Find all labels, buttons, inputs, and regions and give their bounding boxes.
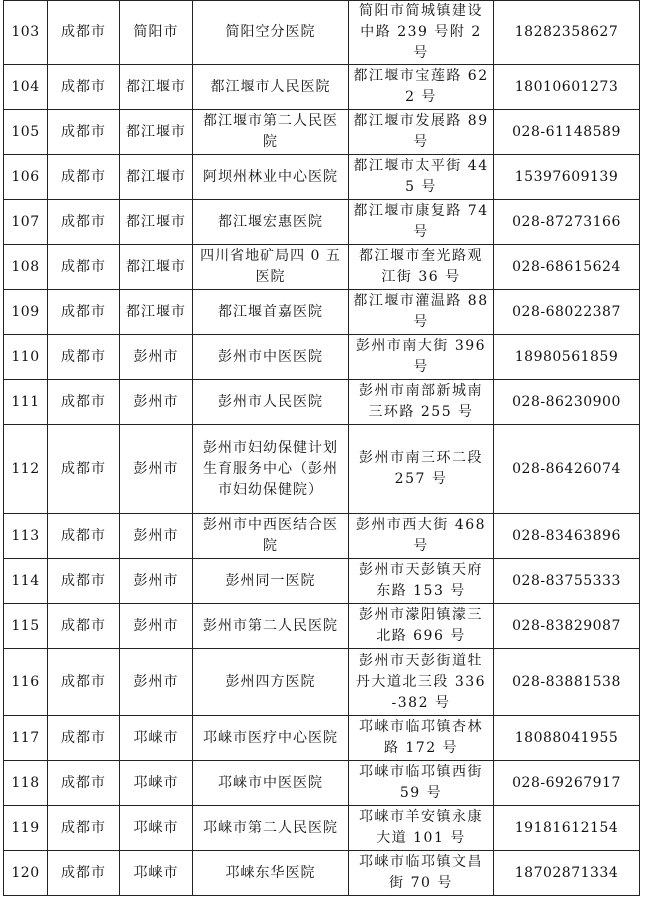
row-number: 103 (4, 1, 48, 65)
phone-cell: 028-69267917 (494, 761, 640, 806)
county-cell: 彭州市 (120, 335, 193, 380)
row-number: 111 (4, 380, 48, 425)
city-cell: 成都市 (48, 761, 120, 806)
hospital-name-cell: 都江堰首嘉医院 (193, 290, 349, 335)
address-cell: 邛崃市临邛镇杏林路 172 号 (349, 716, 494, 761)
table-row (4, 1, 640, 65)
city-cell: 成都市 (48, 155, 120, 200)
row-number: 117 (4, 716, 48, 761)
phone-cell: 028-83829087 (494, 604, 640, 649)
city-cell: 成都市 (48, 649, 120, 716)
phone-cell: 028-86426074 (494, 425, 640, 514)
phone-cell: 028-83755333 (494, 559, 640, 604)
table-row (4, 290, 640, 335)
row-number: 118 (4, 761, 48, 806)
city-cell: 成都市 (48, 425, 120, 514)
county-cell: 都江堰市 (120, 155, 193, 200)
city-cell: 成都市 (48, 559, 120, 604)
county-cell: 邛崃市 (120, 851, 193, 896)
table-row (4, 514, 640, 559)
county-cell: 都江堰市 (120, 65, 193, 110)
city-cell: 成都市 (48, 806, 120, 851)
address-cell: 都江堰市宝莲路 622 号 (349, 65, 494, 110)
table-row (4, 761, 640, 806)
county-cell: 邛崃市 (120, 716, 193, 761)
address-cell: 彭州市濛阳镇濛三北路 696 号 (349, 604, 494, 649)
row-number: 119 (4, 806, 48, 851)
city-cell: 成都市 (48, 380, 120, 425)
county-cell: 都江堰市 (120, 110, 193, 155)
county-cell: 都江堰市 (120, 245, 193, 290)
phone-cell: 15397609139 (494, 155, 640, 200)
table-row (4, 155, 640, 200)
address-cell: 彭州市西大街 468 号 (349, 514, 494, 559)
table-row (4, 806, 640, 851)
row-number: 115 (4, 604, 48, 649)
hospital-name-cell: 简阳空分医院 (193, 1, 349, 65)
row-number: 114 (4, 559, 48, 604)
hospital-name-cell: 邛崃市医疗中心医院 (193, 716, 349, 761)
address-cell: 彭州市天彭街道牡丹大道北三段 336-382 号 (349, 649, 494, 716)
phone-cell: 028-87273166 (494, 200, 640, 245)
table-row (4, 716, 640, 761)
hospital-name-cell: 都江堰宏惠医院 (193, 200, 349, 245)
county-cell: 彭州市 (120, 649, 193, 716)
address-cell: 都江堰市太平街 445 号 (349, 155, 494, 200)
city-cell: 成都市 (48, 1, 120, 65)
phone-cell: 028-86230900 (494, 380, 640, 425)
city-cell: 成都市 (48, 514, 120, 559)
table-row (4, 380, 640, 425)
hospital-name-cell: 都江堰市第二人民医院 (193, 110, 349, 155)
address-cell: 彭州市南部新城南三环路 255 号 (349, 380, 494, 425)
row-number: 106 (4, 155, 48, 200)
address-cell: 彭州市南大街 396 号 (349, 335, 494, 380)
phone-cell: 19181612154 (494, 806, 640, 851)
hospital-name-cell: 阿坝州林业中心医院 (193, 155, 349, 200)
address-cell: 彭州市天彭镇天府东路 153 号 (349, 559, 494, 604)
phone-cell: 18980561859 (494, 335, 640, 380)
row-number: 120 (4, 851, 48, 896)
table-row (4, 604, 640, 649)
row-number: 116 (4, 649, 48, 716)
address-cell: 邛崃市羊安镇永康大道 101 号 (349, 806, 494, 851)
county-cell: 彭州市 (120, 380, 193, 425)
row-number: 107 (4, 200, 48, 245)
row-number: 104 (4, 65, 48, 110)
county-cell: 彭州市 (120, 514, 193, 559)
row-number: 112 (4, 425, 48, 514)
phone-cell: 18702871334 (494, 851, 640, 896)
row-number: 113 (4, 514, 48, 559)
county-cell: 邛崃市 (120, 761, 193, 806)
hospital-name-cell: 都江堰市人民医院 (193, 65, 349, 110)
hospital-name-cell: 邛崃市中医医院 (193, 761, 349, 806)
city-cell: 成都市 (48, 335, 120, 380)
hospital-name-cell: 彭州同一医院 (193, 559, 349, 604)
hospital-name-cell: 邛崃东华医院 (193, 851, 349, 896)
address-cell: 邛崃市临邛镇西街 59 号 (349, 761, 494, 806)
address-cell: 都江堰市灌温路 88 号 (349, 290, 494, 335)
city-cell: 成都市 (48, 851, 120, 896)
phone-cell: 028-83881538 (494, 649, 640, 716)
phone-cell: 18088041955 (494, 716, 640, 761)
phone-cell: 028-83463896 (494, 514, 640, 559)
county-cell: 简阳市 (120, 1, 193, 65)
hospital-name-cell: 四川省地矿局四 0 五医院 (193, 245, 349, 290)
phone-cell: 18010601273 (494, 65, 640, 110)
address-cell: 彭州市南三环二段 257 号 (349, 425, 494, 514)
table-row (4, 559, 640, 604)
table-row (4, 200, 640, 245)
row-number: 108 (4, 245, 48, 290)
county-cell: 彭州市 (120, 604, 193, 649)
county-cell: 邛崃市 (120, 806, 193, 851)
hospital-name-cell: 彭州四方医院 (193, 649, 349, 716)
address-cell: 都江堰市发展路 89 号 (349, 110, 494, 155)
hospital-name-cell: 彭州市第二人民医院 (193, 604, 349, 649)
hospital-name-cell: 彭州市中医医院 (193, 335, 349, 380)
address-cell: 都江堰市奎光路观江街 36 号 (349, 245, 494, 290)
table-row (4, 851, 640, 896)
table-row (4, 335, 640, 380)
address-cell: 都江堰市康复路 74 号 (349, 200, 494, 245)
row-number: 105 (4, 110, 48, 155)
address-cell: 邛崃市临邛镇文昌街 70 号 (349, 851, 494, 896)
hospital-table (3, 0, 640, 896)
row-number: 109 (4, 290, 48, 335)
county-cell: 都江堰市 (120, 290, 193, 335)
address-cell: 简阳市简城镇建设中路 239 号附 2 号 (349, 1, 494, 65)
county-cell: 彭州市 (120, 425, 193, 514)
phone-cell: 028-68022387 (494, 290, 640, 335)
city-cell: 成都市 (48, 716, 120, 761)
phone-cell: 18282358627 (494, 1, 640, 65)
city-cell: 成都市 (48, 65, 120, 110)
hospital-name-cell: 彭州市中西医结合医院 (193, 514, 349, 559)
hospital-name-cell: 彭州市人民医院 (193, 380, 349, 425)
county-cell: 彭州市 (120, 559, 193, 604)
table-row (4, 649, 640, 716)
table-row (4, 65, 640, 110)
city-cell: 成都市 (48, 290, 120, 335)
city-cell: 成都市 (48, 110, 120, 155)
table-row (4, 425, 640, 514)
table-row (4, 110, 640, 155)
city-cell: 成都市 (48, 200, 120, 245)
city-cell: 成都市 (48, 604, 120, 649)
hospital-name-cell: 邛崃市第二人民医院 (193, 806, 349, 851)
row-number: 110 (4, 335, 48, 380)
hospital-name-cell: 彭州市妇幼保健计划生育服务中心（彭州市妇幼保健院） (193, 425, 349, 514)
table-row (4, 245, 640, 290)
phone-cell: 028-68615624 (494, 245, 640, 290)
county-cell: 都江堰市 (120, 200, 193, 245)
city-cell: 成都市 (48, 245, 120, 290)
phone-cell: 028-61148589 (494, 110, 640, 155)
